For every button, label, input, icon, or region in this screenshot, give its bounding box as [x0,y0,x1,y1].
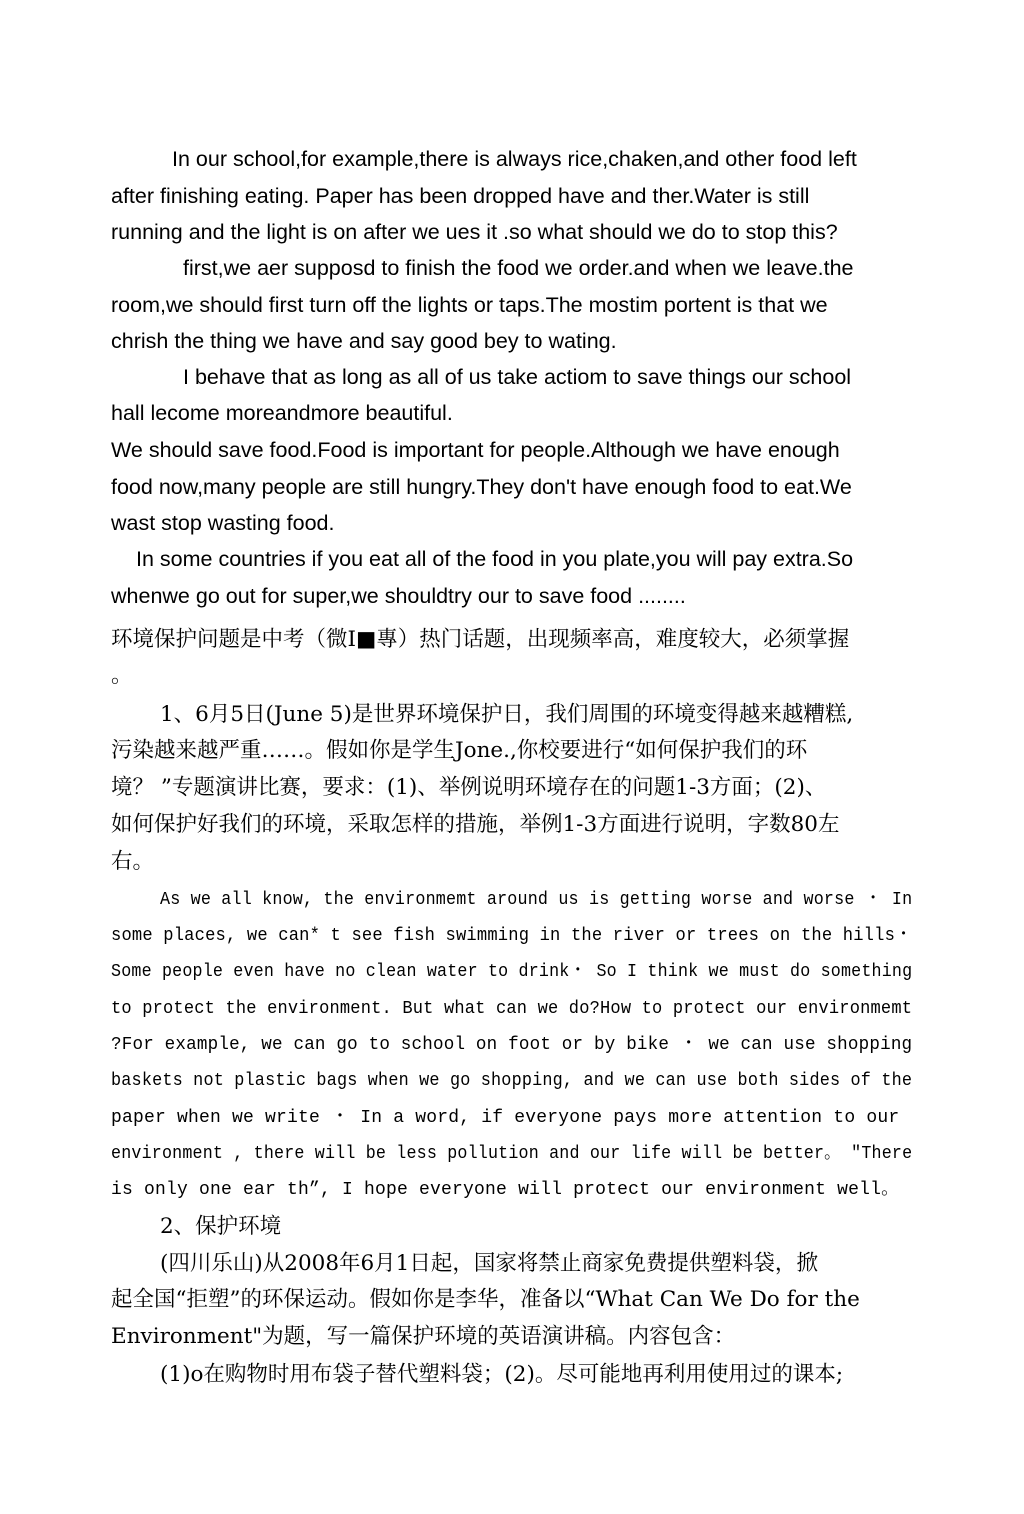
task2-heading: 2、保护环境 [160,1214,282,1239]
essay-p4-line3: wast stop wasting food. [111,511,335,535]
essay-p4-line1: We should save food.Food is important for people.Although we have enough [111,438,840,462]
essay-p5-line2: whenwe go out for super,we shouldtry our to save food ........ [111,584,686,608]
essay-p3-line1: I behave that as long as all of us take actiom to save things our school [183,365,852,389]
essay-p5-line1: In some countries if you eat all of the food in you plate,you will pay extra.So [136,547,854,571]
task1-line4: 如何保护好我们的环境，采取怎样的措施，举例1-3方面进行说明，字数80左 [111,812,840,837]
essay-p2-line3: chrish the thing we have and say good bey to wating. [111,329,617,353]
essay-p1-line2: after finishing eating. Paper has been dropped have and ther.Water is still [111,184,810,208]
task1-line3: 境？ ”专题演讲比赛，要求：(1)、举例说明环境存在的问题1-3方面；(2)、 [111,775,827,800]
task1-line2: 污染越来越严重……。假如你是学生Jone.,你校要进行“如何保护我们的环 [111,738,808,763]
sample1-line9: is only one ear th”, I hope everyone will protect our environment well。 [111,1180,900,1200]
sample1-line2: some places, we can* t see fish swimming in the river or trees on the hills・ [111,926,913,946]
intro-line2: 。 [111,663,133,688]
sample1-line6: baskets not plastic bags when we go shopping, and we can use both sides of the [111,1071,913,1091]
task2-line2: 起全国“拒塑”的环保运动。假如你是李华，准备以“What Can We Do for the [111,1287,860,1312]
sample1-line3: Some people even have no clean water to drink・ So I think we must do something [111,962,913,982]
sample1-line5: ?For example, we can go to school on foot or by bike ・ we can use shopping [111,1035,913,1055]
task2-line1: (四川乐山)从2008年6月1日起，国家将禁止商家免费提供塑料袋，掀 [160,1251,818,1276]
essay-p1-line1: In our school,for example,there is always rice,chaken,and other food left [172,147,857,171]
essay-p1-line3: running and the light is on after we ues it .so what should we do to stop this? [111,220,838,244]
essay-p4-line2: food now,many people are still hungry.They don't have enough food to eat.We [111,475,852,499]
essay-p2-line1: first,we aer supposd to finish the food we order.and when we leave.the [183,256,854,280]
sample1-line7: paper when we write ・ In a word, if everyone pays more attention to our [111,1108,900,1128]
task2-line3: Environment"为题，写一篇保护环境的英语演讲稿。内容包含： [111,1324,736,1349]
task2-line4: (1)o在购物时用布袋子替代塑料袋；(2)。尽可能地再利用使用过的课本; [160,1362,844,1387]
task1-line5: 右。 [111,849,155,874]
sample1-line4: to protect the environment. But what can we do?How to protect our environmemt [111,999,913,1019]
essay-p2-line2: room,we should first turn off the lights or taps.The mostim portent is that we [111,293,828,317]
task1-line1: 1、6月5日(June 5)是世界环境保护日，我们周围的环境变得越来越糟糕, [160,702,854,727]
sample1-line8: environment , there will be less pollution and our life will be better。 "There [111,1144,913,1164]
intro-line1: 环境保护问题是中考（微I■專）热门话题，出现频率高，难度较大，必须掌握 [111,627,850,652]
sample1-line1: As we all know, the environmemt around us is getting worse and worse ・ In [160,890,913,910]
essay-p3-line2: hall lecome moreandmore beautiful. [111,401,453,425]
